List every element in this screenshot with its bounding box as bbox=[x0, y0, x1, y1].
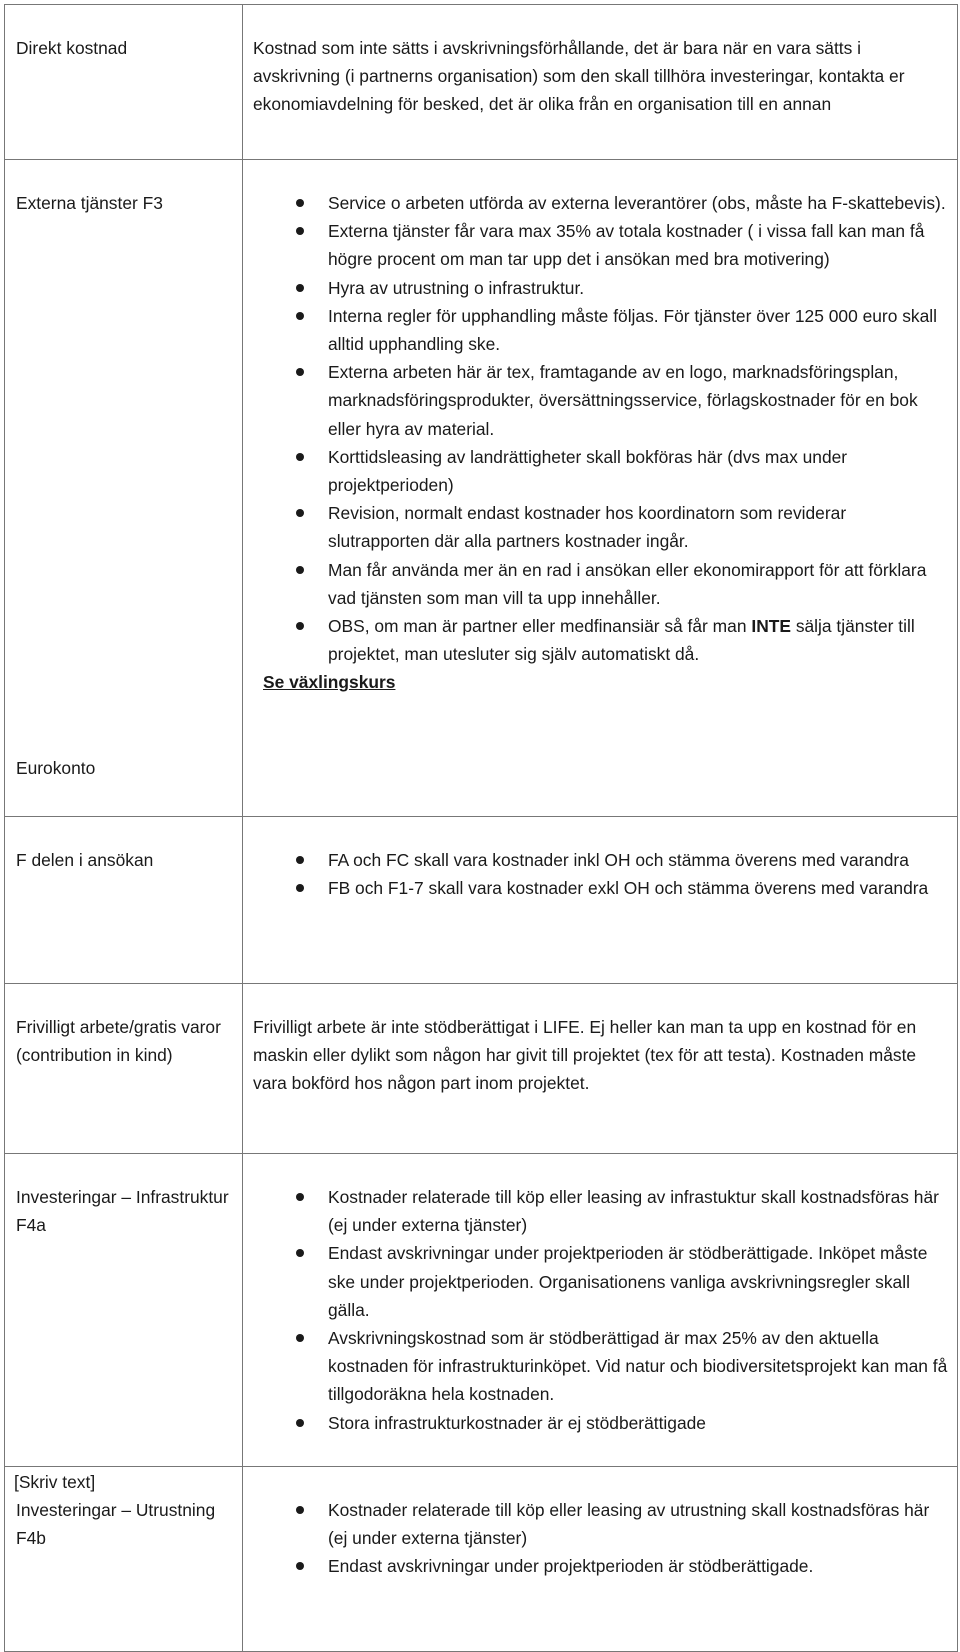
row-label: Direkt kostnad bbox=[16, 38, 128, 58]
table-row bbox=[5, 817, 958, 984]
row-label-cell bbox=[5, 817, 243, 984]
row-label: Externa tjänster F3 bbox=[16, 193, 163, 213]
list-item: Stora infrastrukturkostnader är ej stödberättigade bbox=[253, 1409, 949, 1437]
row-label: F delen i ansökan bbox=[16, 850, 154, 870]
row-content-cell bbox=[243, 817, 958, 984]
list-item: FB och F1-7 skall vara kostnader exkl OH och stämma överens med varandra bbox=[253, 874, 949, 902]
row-label-cell bbox=[5, 984, 243, 1154]
row-description: Frivilligt arbete är inte stödberättigat i LIFE. Ej heller kan man ta upp en kostnad för en maskin eller dylikt som någon har givit till projektet (tex för att testa). Kostnaden måste vara bokförd hos någon part inom projektet. bbox=[253, 1017, 917, 1094]
row-content-cell bbox=[243, 984, 958, 1154]
cost-category-table bbox=[4, 4, 958, 1652]
table-row bbox=[5, 1467, 958, 1652]
list-item: Korttidsleasing av landrättigheter skall bokföras här (dvs max under projektperioden) bbox=[253, 443, 949, 499]
footer-placeholder: [Skriv text] bbox=[14, 1472, 96, 1492]
list-item: Man får använda mer än en rad i ansökan eller ekonomirapport för att förklara vad tjänsten som man vill ta upp innehåller. bbox=[253, 556, 949, 612]
row-label-cell bbox=[5, 160, 243, 817]
bullet-list bbox=[253, 1496, 949, 1581]
table-row bbox=[5, 160, 958, 817]
row-content-cell bbox=[243, 160, 958, 817]
bullet-list bbox=[253, 189, 949, 668]
bullet-list bbox=[253, 846, 949, 902]
row-label-cell bbox=[5, 5, 243, 160]
list-item: Avskrivningskostnad som är stödberättigad är max 25% av den aktuella kostnaden för infrastrukturinköpet. Vid natur och biodiversitetsprojekt kan man få tillgodoräkna hela kostnaden. bbox=[253, 1324, 949, 1409]
list-item: FA och FC skall vara kostnader inkl OH och stämma överens med varandra bbox=[253, 846, 949, 874]
row-label: Investeringar – Utrustning F4b bbox=[16, 1500, 216, 1549]
obs-emphasis: INTE bbox=[751, 616, 791, 637]
obs-prefix: OBS, om man är partner eller medfinansiär så får man bbox=[328, 616, 752, 637]
exchange-rate-link[interactable]: Se växlingskurs bbox=[263, 672, 396, 693]
list-item bbox=[253, 612, 949, 668]
row-label-cell bbox=[5, 1154, 243, 1467]
list-item: Externa arbeten här är tex, framtagande av en logo, marknadsföringsplan, marknadsföringsprodukter, översättningsservice, förlagskostnader för en bok eller hyra av material. bbox=[253, 358, 949, 443]
table-row bbox=[5, 5, 958, 160]
table-row bbox=[5, 984, 958, 1154]
row-content-cell bbox=[243, 1467, 958, 1652]
list-item: Hyra av utrustning o infrastruktur. bbox=[253, 274, 949, 302]
row-label: Frivilligt arbete/gratis varor (contribution in kind) bbox=[16, 1017, 221, 1066]
list-item: Endast avskrivningar under projektperioden är stödberättigade. Inköpet måste ske under projektperioden. Organisationens vanliga avskrivningsregler skall gälla. bbox=[253, 1239, 949, 1324]
row-label: Investeringar – Infrastruktur F4a bbox=[16, 1187, 229, 1236]
list-item: Externa tjänster får vara max 35% av totala kostnader ( i vissa fall kan man få högre procent om man tar upp det i ansökan med bra motivering) bbox=[253, 217, 949, 273]
bullet-list bbox=[253, 1183, 949, 1437]
table-row bbox=[5, 1154, 958, 1467]
row-description: Kostnad som inte sätts i avskrivningsförhållande, det är bara när en vara sätts i avskrivning (i partnerns organisation) som den skall tillhöra investeringar, kontakta er ekonomiavdelning för besked, det är olika från en organisation till en annan bbox=[253, 38, 905, 115]
list-item: Interna regler för upphandling måste följas. För tjänster över 125 000 euro skall alltid upphandling ske. bbox=[253, 302, 949, 358]
list-item: Kostnader relaterade till köp eller leasing av infrastuktur skall kostnadsföras här (ej under externa tjänster) bbox=[253, 1183, 949, 1239]
obs-suffix: sälja tjänster till projektet, man utesluter sig själv automatiskt då. bbox=[328, 616, 915, 665]
list-item: Revision, normalt endast kostnader hos koordinatorn som reviderar slutrapporten där alla partners kostnader ingår. bbox=[253, 499, 949, 555]
list-item: Endast avskrivningar under projektperioden är stödberättigade. bbox=[253, 1552, 949, 1580]
list-item: Kostnader relaterade till köp eller leasing av utrustning skall kostnadsföras här (ej under externa tjänster) bbox=[253, 1496, 949, 1552]
row-content-cell bbox=[243, 1154, 958, 1467]
list-item: Service o arbeten utförda av externa leverantörer (obs, måste ha F-skattebevis). bbox=[253, 189, 949, 217]
row-sublabel: Eurokonto bbox=[16, 758, 96, 779]
row-content-cell bbox=[243, 5, 958, 160]
